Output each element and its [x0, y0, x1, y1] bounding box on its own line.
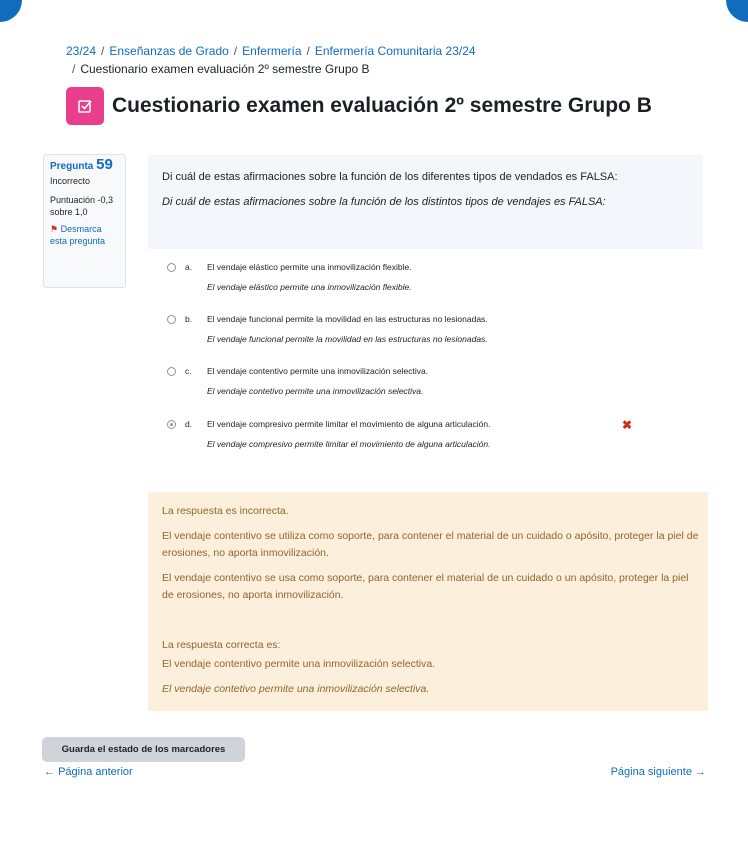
question-state: Incorrecto: [50, 176, 91, 186]
arrow-left-icon: ←: [44, 766, 55, 778]
corner-button-right[interactable]: [726, 0, 748, 22]
corner-button-left[interactable]: [0, 0, 22, 22]
question-text: Di cuál de estas afirmaciones sobre la función de los diferentes tipos de vendados es FALSA:: [162, 171, 618, 183]
radio-button[interactable]: [167, 315, 176, 324]
cross-icon: ✖: [622, 418, 633, 432]
breadcrumb-separator: /: [306, 44, 310, 58]
breadcrumb: [66, 42, 476, 78]
arrow-right-icon: →: [695, 766, 706, 778]
radio-button[interactable]: [167, 367, 176, 376]
page-header: [66, 87, 652, 125]
radio-button-selected[interactable]: [167, 420, 176, 429]
breadcrumb-item-degree[interactable]: Enseñanzas de Grado: [109, 44, 229, 58]
breadcrumb-item-nursing[interactable]: Enfermería: [242, 44, 302, 58]
feedback-general-alt: El vendaje contentivo se usa como soporte, para contener el material de un cuidado o un apósito, proteger la piel de erosiones, no aporta inmovilización.: [162, 572, 689, 601]
feedback-status: La respuesta es incorrecta.: [162, 505, 289, 517]
page-title: Cuestionario examen evaluación 2º semestre Grupo B: [112, 94, 652, 117]
correct-answer: El vendaje contentivo permite una inmovilización selectiva.: [162, 658, 436, 670]
feedback-general: El vendaje contentivo se utiliza como soporte, para contener el material de un cuidado o apósito, proteger la piel de erosiones, no aporta inmovilización.: [162, 530, 699, 559]
question-text-alt: Di cuál de estas afirmaciones sobre la función de los distintos tipos de vendajes es FALSA:: [162, 196, 606, 208]
breadcrumb-separator: /: [233, 44, 238, 58]
radio-button[interactable]: [167, 263, 176, 272]
quiz-checkbox-icon: [66, 87, 104, 125]
correct-answer-label: La respuesta correcta es:: [162, 639, 281, 651]
correct-answer-alt: El vendaje contetivo permite una inmovilización selectiva.: [162, 683, 430, 695]
question-info-panel: [43, 154, 126, 288]
question-grade: Puntuación -0,3 sobre 1,0: [50, 195, 114, 217]
question-number: Pregunta 59: [50, 156, 113, 173]
flag-icon: ⚑: [50, 224, 59, 234]
breadcrumb-current: Cuestionario examen evaluación 2º semestre Grupo B: [80, 62, 370, 76]
breadcrumb-separator: /: [72, 62, 76, 76]
breadcrumb-item-year[interactable]: 23/24: [66, 44, 97, 58]
breadcrumb-item-course[interactable]: Enfermería Comunitaria 23/24: [314, 44, 476, 58]
flag-question-link[interactable]: ⚑ Desmarca esta pregunta: [50, 224, 106, 246]
breadcrumb-separator: /: [101, 44, 105, 58]
save-flags-button[interactable]: Guarda el estado de los marcadores: [42, 737, 245, 762]
next-page-link[interactable]: Página siguiente →: [610, 766, 706, 778]
previous-page-link[interactable]: ← Página anterior: [44, 766, 133, 778]
